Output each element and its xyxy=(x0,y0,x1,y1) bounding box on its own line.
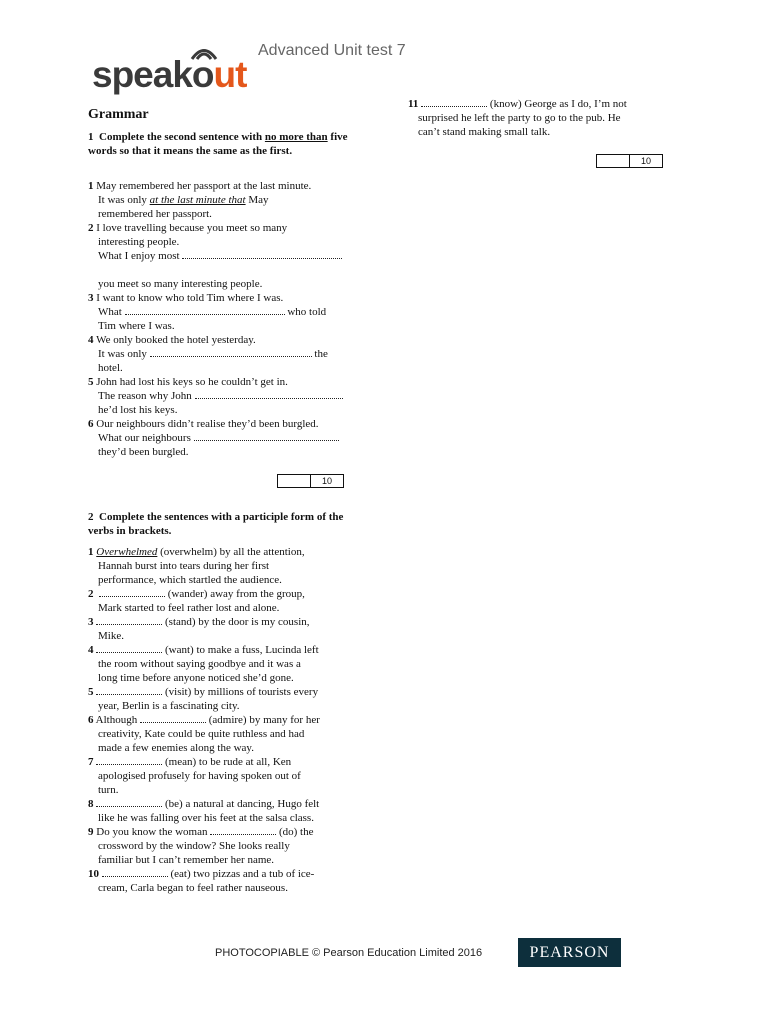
exercise-2-instructions: 2 Complete the sentences with a participle form of the verbs in brackets. xyxy=(88,511,344,537)
answer-blank[interactable] xyxy=(125,305,285,315)
example-answer: at the last minute that xyxy=(149,194,246,206)
question-3: 3 (stand) by the door is my cousin, xyxy=(88,616,310,628)
question-5: 5 John had lost his keys so he couldn’t get in. xyxy=(88,376,288,388)
answer-blank[interactable] xyxy=(96,797,162,807)
score-total: 10 xyxy=(321,476,332,486)
answer-blank[interactable] xyxy=(96,643,162,653)
answer-blank[interactable] xyxy=(195,389,343,399)
exercise-1-questions: 1 May remembered her passport at the last minute. It was only at the last minute that May remembered her passport. 2 I love travelling because you meet so many interesting people. What I enjoy most you meet so many interesting people. 3 I want to know who told Tim where I was. What who told Tim where I was. 4 We only booked the hotel yesterday. It was only the hotel. 5 John had lost his keys so he couldn’t get in. The reason why John he’d lost his keys. 6 Our neighbours didn’t realise they’d been burgled. What our neighbours they’d been burgled. xyxy=(88,179,378,459)
question-3: 3 I want to know who told Tim where I was. xyxy=(88,292,284,304)
question-9: 9 Do you know the woman (do) the xyxy=(88,826,314,838)
score-entry-cell[interactable] xyxy=(278,475,311,487)
logo-text-speak: speak xyxy=(92,54,192,95)
exercise-1-instructions: 1 Complete the second sentence with no more than five words so that it means the same as the first. xyxy=(88,131,348,157)
question-2: 2 I love travelling because you meet so many xyxy=(88,222,288,234)
question-1: 1 Overwhelmed (overwhelm) by all the attention, xyxy=(88,546,305,558)
exercise-number: 1 xyxy=(88,131,94,143)
section-heading: Grammar xyxy=(88,107,149,122)
answer-blank[interactable] xyxy=(96,615,162,625)
question-6: 6 Our neighbours didn’t realise they’d been burgled. xyxy=(88,418,319,430)
logo-text-o: o xyxy=(191,54,214,95)
question-4: 4 We only booked the hotel yesterday. xyxy=(88,334,256,346)
question-2: 2 (wander) away from the group, xyxy=(88,588,305,600)
page-title: Advanced Unit test 7 xyxy=(258,42,406,59)
question-7: 7 (mean) to be rude at all, Ken xyxy=(88,756,292,768)
question-4: 4 (want) to make a fuss, Lucinda left xyxy=(88,644,319,656)
answer-blank[interactable] xyxy=(194,431,339,441)
question-8: 8 (be) a natural at dancing, Hugo felt xyxy=(88,798,320,810)
answer-blank[interactable] xyxy=(96,755,162,765)
example-answer: Overwhelmed xyxy=(96,546,158,558)
answer-blank[interactable] xyxy=(182,249,342,259)
question-10: 10 (eat) two pizzas and a tub of ice- xyxy=(88,868,315,880)
exercise-number: 2 xyxy=(88,511,94,523)
answer-blank[interactable] xyxy=(102,867,168,877)
score-entry-cell[interactable] xyxy=(597,155,630,167)
exercise-2-questions: 1 Overwhelmed (overwhelm) by all the attention, Hannah burst into tears during her first performance, which startled the audience. 2 (wander) away from the group, Mark started to feel rather lost and alone. 3 (stand) by the door is my cousin, Mike. 4 (want) to make a fuss, Lucinda left the room without saying goodbye and it was a long time before anyone noticed she’d gone. 5 (visit) by millions of tourists every year, Berlin is a fascinating city. 6 Although (admire) by many for her creativity, Kate could be quite ruthless and had made a few enemies along the way. 7 (mean) to be rude at all, Ken apologised profusely for having spoken out of turn. 8 (be) a natural at dancing, Hugo felt like he was falling over his feet at the salsa class. 9 Do you know the woman (do) the crossword by the window? She looks really familiar but I can’t remember her name. 10 (eat) two pizzas and a tub of ice- cream, Carla began to feel rather nauseous. xyxy=(88,545,378,895)
answer-blank[interactable] xyxy=(210,825,276,835)
answer-blank[interactable] xyxy=(140,713,206,723)
answer-blank[interactable] xyxy=(96,685,162,695)
answer-blank[interactable] xyxy=(150,347,312,357)
answer-blank[interactable] xyxy=(421,97,487,107)
question-5: 5 (visit) by millions of tourists every xyxy=(88,686,319,698)
score-total: 10 xyxy=(640,156,651,166)
logo-text-ut: ut xyxy=(213,54,247,95)
answer-blank[interactable] xyxy=(99,587,165,597)
copyright-notice: PHOTOCOPIABLE © Pearson Education Limited 2016 xyxy=(215,947,483,959)
question-11: 11 (know) George as I do, I’m not surprised he left the party to go to the pub. He can’t stand making small talk. xyxy=(408,98,627,138)
question-6: 6 Although (admire) by many for her xyxy=(88,714,320,726)
pearson-logo: PEARSON xyxy=(518,938,621,967)
score-box xyxy=(596,154,663,168)
question-1: 1 May remembered her passport at the last minute. xyxy=(88,180,312,192)
speakout-logo xyxy=(92,44,257,94)
score-box xyxy=(277,474,344,488)
